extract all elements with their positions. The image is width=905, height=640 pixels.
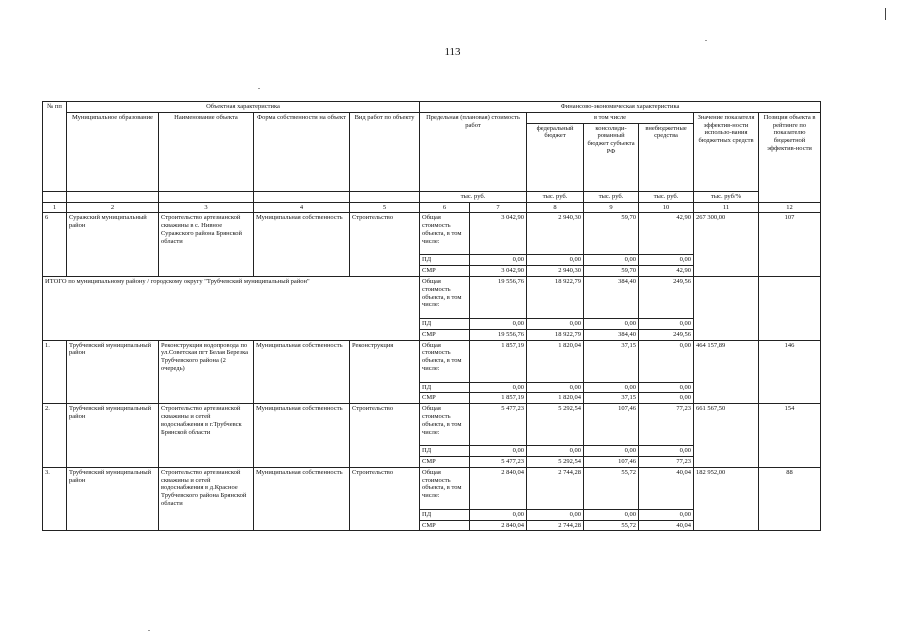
value-cell: 2 840,04 (470, 467, 527, 509)
municipal-cell: Суражский муниципальный район (67, 213, 159, 277)
header-municipal: Муниципальное образование (67, 112, 159, 191)
value-cell: 0,00 (470, 318, 527, 329)
column-number: 3 (159, 202, 254, 213)
value-cell: 40,04 (639, 520, 694, 531)
value-cell: 19 556,76 (470, 276, 527, 318)
pd-label: ПД (420, 318, 470, 329)
smr-label: СМР (420, 329, 470, 340)
object-cell: Строительство артезианской скважины и сетей водоснабжения в г.Трубчевск Брянской области (159, 404, 254, 468)
value-cell: 0,00 (639, 318, 694, 329)
rating-cell: 107 (759, 213, 821, 277)
value-cell: 0,00 (584, 446, 639, 457)
smr-label: СМР (420, 266, 470, 277)
header-num: № пп (43, 102, 67, 192)
unit-offbudget: тыс. руб. (639, 191, 694, 202)
value-cell: 0,00 (639, 382, 694, 393)
value-cell: 55,72 (584, 467, 639, 509)
total-label: Общая стоимость объекта, в том числе: (420, 404, 470, 446)
column-number: 7 (470, 202, 527, 213)
value-cell: 249,56 (639, 276, 694, 318)
value-cell: 18 922,79 (527, 329, 584, 340)
column-number: 2 (67, 202, 159, 213)
value-cell: 0,00 (527, 382, 584, 393)
rating-cell: 88 (759, 467, 821, 531)
value-cell: 0,00 (527, 255, 584, 266)
value-cell: 1 820,04 (527, 340, 584, 382)
municipal-cell: Трубчевский муниципальный район (67, 404, 159, 468)
column-number: 12 (759, 202, 821, 213)
value-cell: 55,72 (584, 520, 639, 531)
header-limit-cost: Предельная (плановая) стоимость работ (420, 112, 527, 191)
value-cell: 107,46 (584, 404, 639, 446)
value-cell: 0,00 (639, 393, 694, 404)
value-cell: 5 292,54 (527, 456, 584, 467)
value-cell: 0,00 (470, 509, 527, 520)
rating-cell: 154 (759, 404, 821, 468)
object-cell: Реконструкция водопровода по ул.Советская пгт Белая Березка Трубчевского района (2 очередь) (159, 340, 254, 404)
header-work-type: Вид работ по объекту (350, 112, 420, 191)
pd-label: ПД (420, 509, 470, 520)
row-number: 2. (43, 404, 67, 468)
scan-edge-mark (885, 8, 886, 20)
value-cell: 2 744,28 (527, 520, 584, 531)
efficiency-cell: 661 567,50 (694, 404, 759, 468)
work-type-cell: Строительство (350, 404, 420, 468)
itogo-label: ИТОГО по муниципальному району / городскому округу "Трубчевский муниципальный район" (43, 276, 420, 340)
value-cell: 1 820,04 (527, 393, 584, 404)
total-label: Общая стоимость объекта, в том числе: (420, 467, 470, 509)
scan-speck (148, 630, 150, 631)
value-cell: 0,00 (470, 382, 527, 393)
unit-federal: тыс. руб. (527, 191, 584, 202)
header-ownership: Форма собственности на объект (254, 112, 350, 191)
value-cell: 19 556,76 (470, 329, 527, 340)
column-number: 1 (43, 202, 67, 213)
work-type-cell: Реконструкция (350, 340, 420, 404)
pd-label: ПД (420, 382, 470, 393)
total-label: Общая стоимость объекта, в том числе: (420, 340, 470, 382)
value-cell: 0,00 (639, 509, 694, 520)
value-cell: 0,00 (639, 446, 694, 457)
column-number: 6 (420, 202, 470, 213)
value-cell: 5 477,23 (470, 456, 527, 467)
column-number: 5 (350, 202, 420, 213)
value-cell: 0,00 (584, 255, 639, 266)
smr-label: СМР (420, 456, 470, 467)
ownership-cell: Муниципальная собственность (254, 467, 350, 531)
row-number: 1. (43, 340, 67, 404)
object-cell: Строительство артезианской скважины и сетей водоснабжения в д.Красное Трубчевского района Брянской области (159, 467, 254, 531)
header-object-name: Наименование объекта (159, 112, 254, 191)
value-cell: 5 292,54 (527, 404, 584, 446)
value-cell: 0,00 (639, 340, 694, 382)
value-cell: 2 940,30 (527, 266, 584, 277)
value-cell: 3 042,90 (470, 213, 527, 255)
municipal-cell: Трубчевский муниципальный район (67, 340, 159, 404)
page-number: 113 (444, 46, 461, 58)
smr-label: СМР (420, 520, 470, 531)
itogo-rating-empty (759, 276, 821, 340)
efficiency-cell: 267 300,00 (694, 213, 759, 277)
value-cell: 77,23 (639, 404, 694, 446)
header-finance-group: Финансово-экономическая характеристика (420, 102, 821, 113)
column-number: 8 (527, 202, 584, 213)
value-cell: 0,00 (527, 446, 584, 457)
efficiency-cell: 464 157,89 (694, 340, 759, 404)
header-offbudget: внебюджетные средства (639, 123, 694, 191)
finance-table (42, 101, 821, 531)
header-rating: Позиция объекта в рейтинге по показателю бюджетной эффектив-ности (759, 112, 821, 191)
value-cell: 1 857,19 (470, 340, 527, 382)
column-number: 11 (694, 202, 759, 213)
header-object-group: Объектная характеристика (67, 102, 420, 113)
work-type-cell: Строительство (350, 213, 420, 277)
column-number: 10 (639, 202, 694, 213)
value-cell: 1 857,19 (470, 393, 527, 404)
value-cell: 42,90 (639, 213, 694, 255)
value-cell: 3 042,90 (470, 266, 527, 277)
work-type-cell: Строительство (350, 467, 420, 531)
ownership-cell: Муниципальная собственность (254, 404, 350, 468)
value-cell: 59,70 (584, 213, 639, 255)
value-cell: 2 840,04 (470, 520, 527, 531)
value-cell: 0,00 (527, 509, 584, 520)
row-number: 6 (43, 213, 67, 277)
value-cell: 2 744,28 (527, 467, 584, 509)
column-number: 4 (254, 202, 350, 213)
total-label: Общая стоимость объекта, в том числе: (420, 213, 470, 255)
ownership-cell: Муниципальная собственность (254, 213, 350, 277)
header-incl: в том числе (527, 112, 694, 123)
value-cell: 249,56 (639, 329, 694, 340)
value-cell: 0,00 (470, 446, 527, 457)
unit-efficiency: тыс. руб/% (694, 191, 759, 202)
value-cell: 107,46 (584, 456, 639, 467)
value-cell: 0,00 (470, 255, 527, 266)
value-cell: 5 477,23 (470, 404, 527, 446)
total-label: Общая стоимость объекта, в том числе: (420, 276, 470, 318)
ownership-cell: Муниципальная собственность (254, 340, 350, 404)
object-cell: Строительство артезианской скважины в с. Нивное Суражского района Брянской области (159, 213, 254, 277)
value-cell: 77,23 (639, 456, 694, 467)
scan-speck (705, 40, 707, 41)
pd-label: ПД (420, 446, 470, 457)
value-cell: 42,90 (639, 266, 694, 277)
value-cell: 0,00 (584, 382, 639, 393)
value-cell: 0,00 (584, 509, 639, 520)
municipal-cell: Трубчевский муниципальный район (67, 467, 159, 531)
value-cell: 384,40 (584, 276, 639, 318)
smr-label: СМР (420, 393, 470, 404)
value-cell: 59,70 (584, 266, 639, 277)
value-cell: 384,40 (584, 329, 639, 340)
header-efficiency: Значение показателя эффектив-ности использо-вания бюджетных средств (694, 112, 759, 191)
rating-cell: 146 (759, 340, 821, 404)
value-cell: 40,04 (639, 467, 694, 509)
unit-consolidated: тыс. руб. (584, 191, 639, 202)
scan-speck (258, 88, 260, 89)
value-cell: 37,15 (584, 393, 639, 404)
column-number: 9 (584, 202, 639, 213)
itogo-efficiency-empty (694, 276, 759, 340)
value-cell: 37,15 (584, 340, 639, 382)
value-cell: 0,00 (584, 318, 639, 329)
pd-label: ПД (420, 255, 470, 266)
value-cell: 2 940,30 (527, 213, 584, 255)
value-cell: 0,00 (527, 318, 584, 329)
header-federal: федеральный бюджет (527, 123, 584, 191)
value-cell: 0,00 (639, 255, 694, 266)
value-cell: 18 922,79 (527, 276, 584, 318)
row-number: 3. (43, 467, 67, 531)
unit-cost: тыс. руб. (420, 191, 527, 202)
efficiency-cell: 182 952,00 (694, 467, 759, 531)
header-consolidated: консолиди-рованный бюджет субъекта РФ (584, 123, 639, 191)
